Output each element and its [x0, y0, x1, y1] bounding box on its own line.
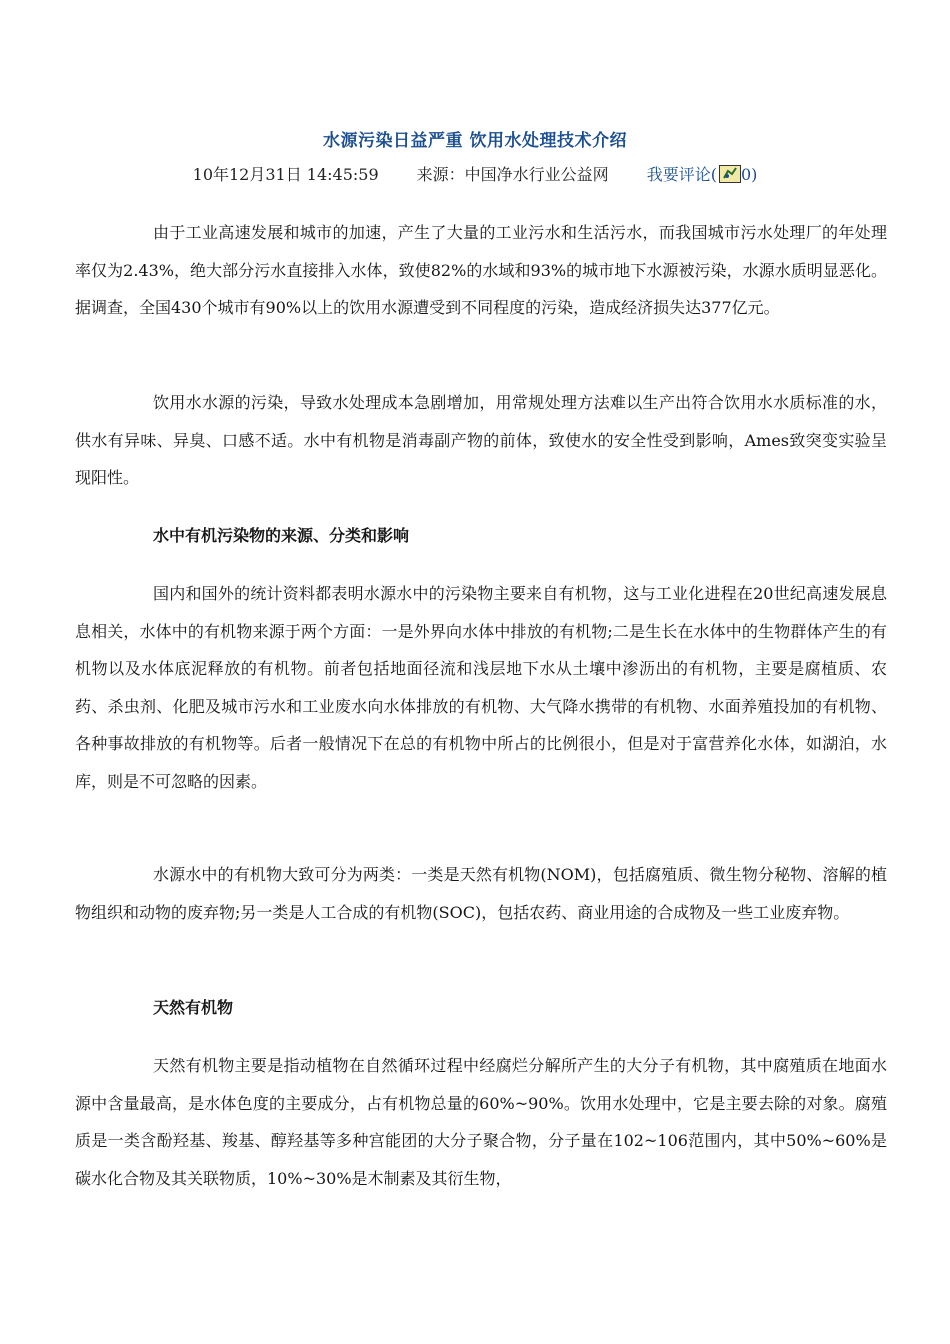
comment-pencil-icon — [719, 165, 741, 183]
article-body — [75, 214, 887, 327]
paragraph-2: 饮用水水源的污染，导致水处理成本急剧增加，用常规处理方法难以生产出符合饮用水水质标准的水，供水有异味、异臭、口感不适。水中有机物是消毒副产物的前体，致使水的安全性受到影响，Ames致突变实验呈现阳性。 — [75, 393, 887, 487]
comment-link[interactable] — [647, 162, 758, 185]
section-heading-organic-pollutants: 水中有机污染物的来源、分类和影响 — [153, 526, 410, 545]
paragraph-1: 由于工业高速发展和城市的加速，产生了大量的工业污水和生活污水，而我国城市污水处理厂的年处理率仅为2.43%，绝大部分污水直接排入水体，致使82%的水域和93%的城市地下水源被污染，水源水质明显恶化。据调查，全国430个城市有90%以上的饮用水源遭受到不同程度的污染，造成经济损失达377亿元。 — [75, 223, 887, 317]
article-body-4 — [75, 856, 887, 931]
paragraph-3: 国内和国外的统计资料都表明水源水中的污染物主要来自有机物，这与工业化进程在20世纪高速发展息息相关，水体中的有机物来源于两个方面：一是外界向水体中排放的有机物;二是生长在水体中的生物群体产生的有机物以及水体底泥释放的有机物。前者包括地面径流和浅层地下水从土壤中渗沥出的有机物，主要是腐植质、农药、杀虫剂、化肥及城市污水和工业废水向水体排放的有机物、大气降水携带的有机物、水面养殖投加的有机物、各种事故排放的有机物等。后者一般情况下在总的有机物中所占的比例很小，但是对于富营养化水体，如湖泊，水库，则是不可忽略的因素。 — [75, 584, 887, 791]
article-body-2 — [75, 384, 887, 497]
paragraph-4: 水源水中的有机物大致可分为两类：一类是天然有机物(NOM)，包括腐殖质、微生物分秘物、溶解的植物组织和动物的废弃物;另一类是人工合成的有机物(SOC)，包括农药、商业用途的合成物及一些工业废弃物。 — [75, 865, 887, 922]
article-source: 来源：中国净水行业公益网 — [416, 165, 609, 184]
article-title: 水源污染日益严重 饮用水处理技术介绍 — [323, 131, 627, 151]
section-heading-1-wrap — [75, 517, 887, 555]
section-heading-2-wrap — [75, 989, 887, 1027]
article-body-5 — [75, 1047, 887, 1197]
article-body-3 — [75, 575, 887, 800]
article-meta — [0, 162, 950, 185]
paragraph-5: 天然有机物主要是指动植物在自然循环过程中经腐烂分解所产生的大分子有机物，其中腐殖质在地面水源中含量最高，是水体色度的主要成分，占有机物总量的60%~90%。饮用水处理中，它是主要去除的对象。腐殖质是一类含酚羟基、羧基、醇羟基等多种宫能团的大分子聚合物，分子量在102~106范围内，其中50%~60%是碳水化合物及其关联物质，10%~30%是木制素及其衍生物， — [75, 1056, 887, 1188]
comment-label: 我要评论( — [646, 165, 717, 184]
section-heading-natural-organics: 天然有机物 — [153, 998, 234, 1017]
comment-count: 0) — [740, 165, 758, 184]
publish-date: 10年12月31日 14:45:59 — [192, 165, 379, 184]
